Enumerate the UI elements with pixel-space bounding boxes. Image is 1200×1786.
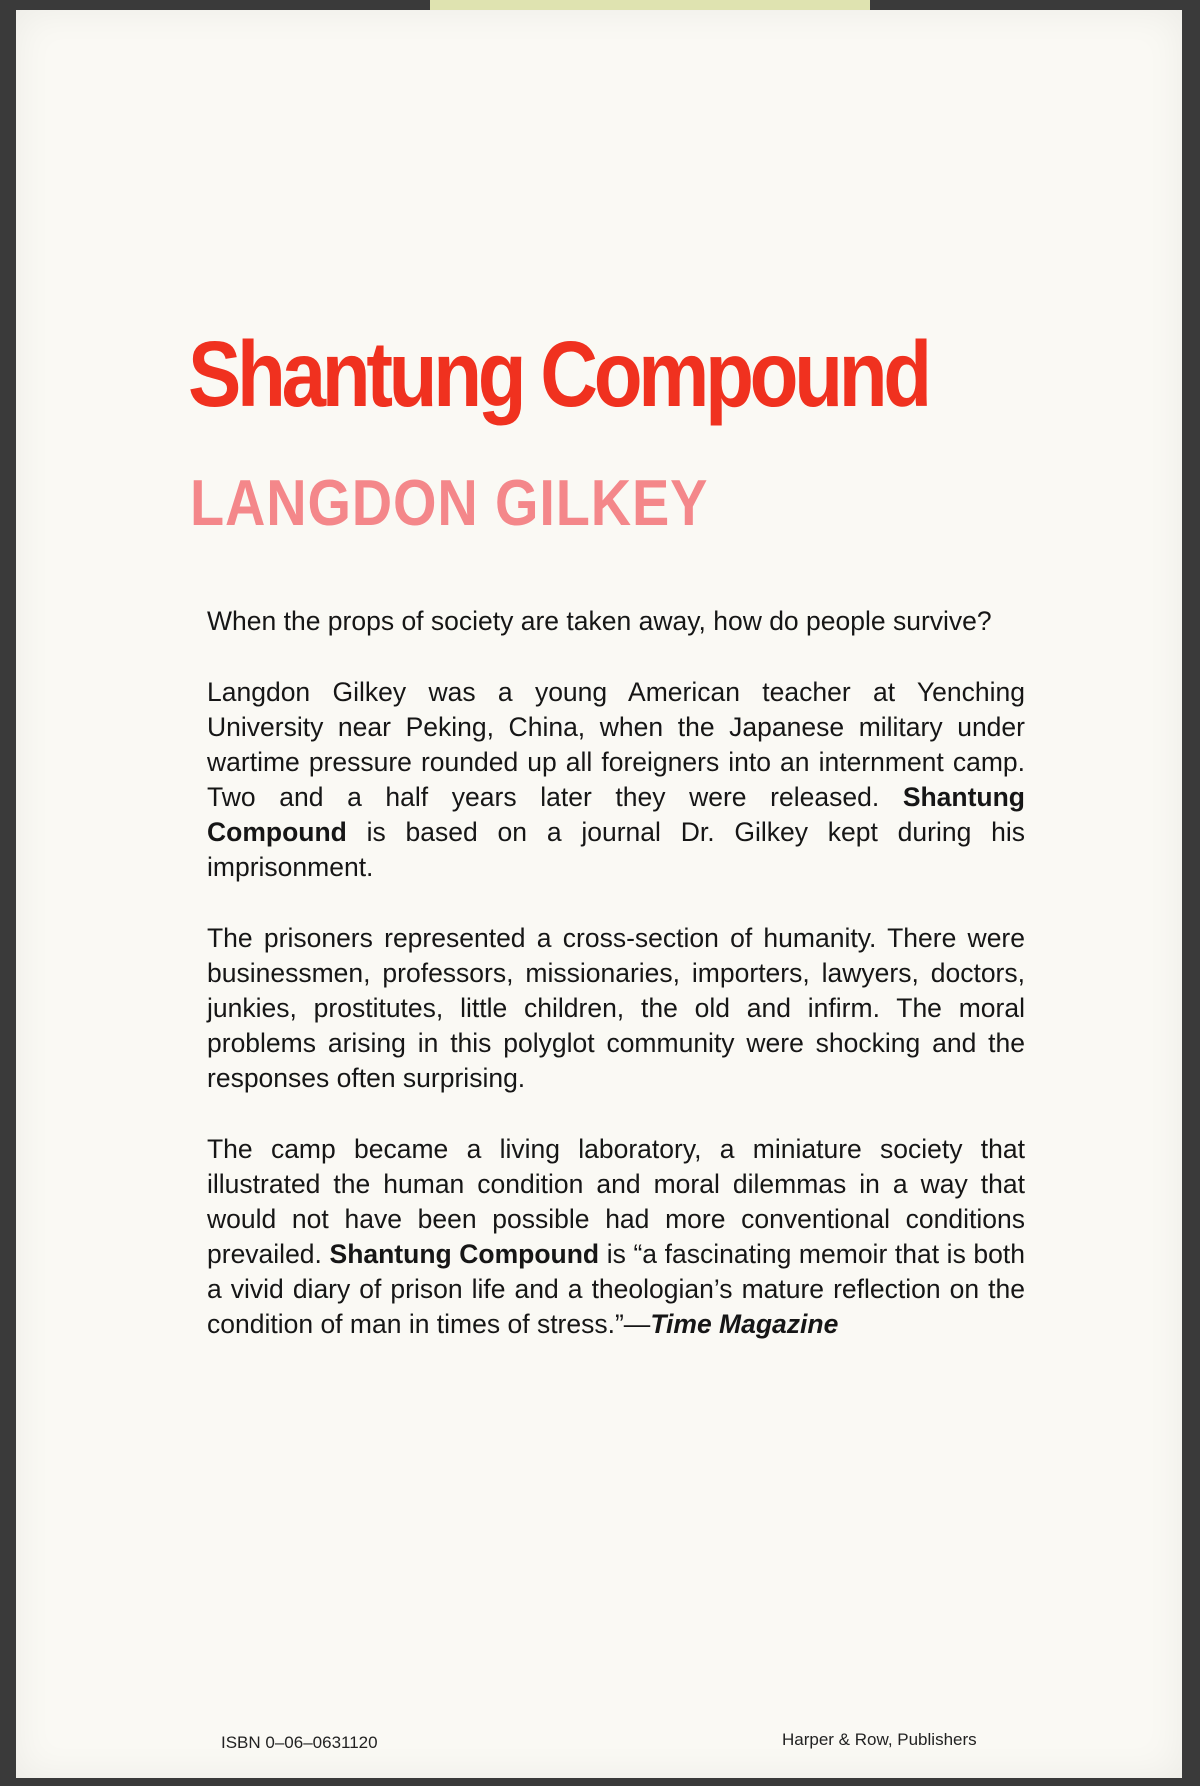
isbn-number: ISBN 0–06–0631120 [221,1733,378,1752]
blurb-paragraph-4-quote: is “a fascinating memoir that is both a vivid diary of prison life and a theologian’s mature reflection on the condition of man in times of stress.”— [207,1239,1025,1339]
cover-blurb [207,604,1025,1378]
blurb-paragraph-2-text-a: Langdon Gilkey was a young American teacher at Yenching University near Peking, China, when the Japanese military under wartime pressure rounded up all foreigners into an internment camp. Two and a half years later they were released. [207,677,1025,812]
blurb-paragraph-2 [207,675,1025,885]
blurb-paragraph-2-title: Shantung Compound [207,782,1025,847]
blurb-paragraph-1: When the props of society are taken away, how do people survive? [207,606,992,636]
blurb-paragraph-4-title: Shantung Compound [329,1239,600,1269]
quote-source: Time Magazine [650,1309,839,1339]
book-title: Shantung Compound [188,322,928,426]
scan-edge-strip [430,0,870,10]
publisher-name: Harper & Row, Publishers [782,1730,977,1749]
blurb-paragraph-4 [207,1132,1025,1342]
author-name: LANGDON GILKEY [190,466,709,539]
blurb-paragraph-2-text-b: is based on a journal Dr. Gilkey kept during his imprisonment. [207,817,1025,882]
blurb-paragraph-4-text-a: The camp became a living laboratory, a miniature society that illustrated the human condition and moral dilemmas in a way that would not have been possible had more conventional conditions prevailed. [207,1134,1025,1269]
blurb-paragraph-3: The prisoners represented a cross-section of humanity. There were businessmen, professors, missionaries, importers, lawyers, doctors, junkies, prostitutes, little children, the old and infirm. The moral problems arising in this polyglot community were shocking and the responses often surprising. [207,923,1025,1093]
